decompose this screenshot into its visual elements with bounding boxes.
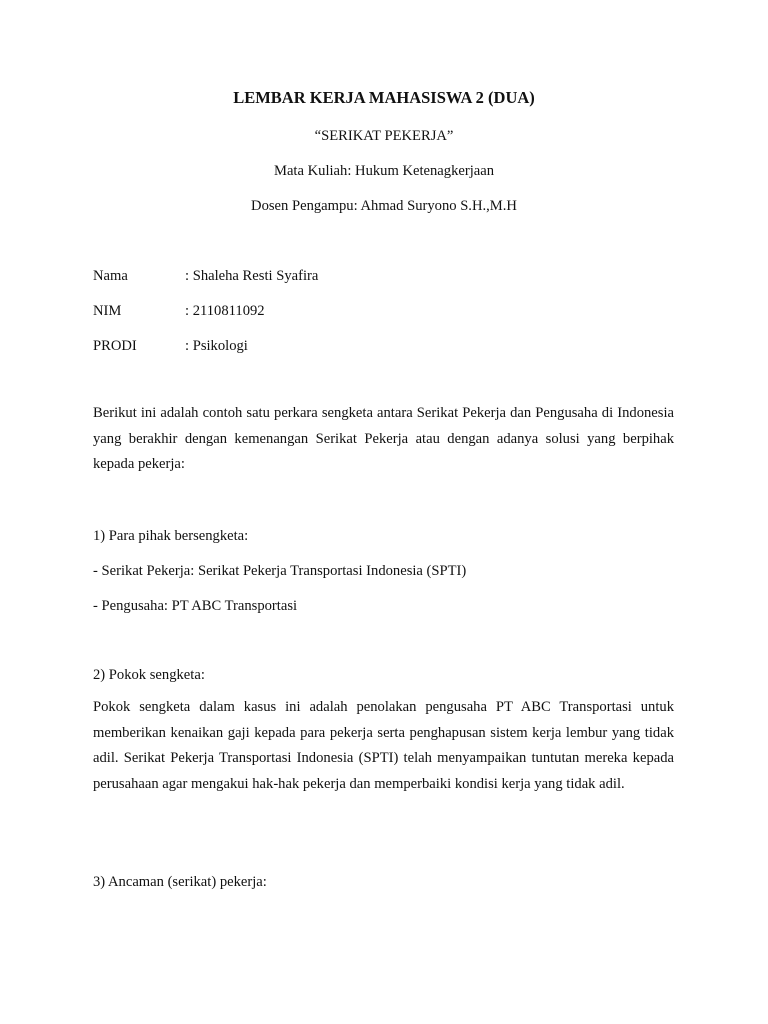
name-value: : Shaleha Resti Syafira [185,268,319,284]
section1-item-union: - Serikat Pekerja: Serikat Pekerja Transportasi Indonesia (SPTI) [93,563,467,579]
section1-item-employer: - Pengusaha: PT ABC Transportasi [93,598,298,614]
nim-label: NIM [93,303,122,319]
document-title: LEMBAR KERJA MAHASISWA 2 (DUA) [233,88,535,107]
lecturer-line: Dosen Pengampu: Ahmad Suryono S.H.,M.H [251,198,517,214]
prodi-value: : Psikologi [185,338,248,354]
section3-heading: 3) Ancaman (serikat) pekerja: [93,874,267,890]
name-label: Nama [93,268,128,284]
section2-heading: 2) Pokok sengketa: [93,667,205,683]
document-subtitle: “SERIKAT PEKERJA” [314,128,454,144]
intro-paragraph: Berikut ini adalah contoh satu perkara sengketa antara Serikat Pekerja dan Pengusaha di Indonesia yang berakhir dengan kemenangan Serikat Pekerja atau dengan adanya solusi yang berpihak kepada pekerja: [93,405,674,472]
nim-value: : 2110811092 [185,303,265,319]
prodi-label: PRODI [93,338,137,354]
course-line: Mata Kuliah: Hukum Ketenagkerjaan [273,163,495,179]
section2-paragraph: Pokok sengketa dalam kasus ini adalah penolakan pengusaha PT ABC Transportasi untuk memberikan kenaikan gaji kepada para pekerja serta penghapusan sistem kerja lembur yang tidak adil. Serikat Pekerja Transportasi Indonesia (SPTI) telah menyampaikan tuntutan mereka kepada perusahaan agar mengakui hak-hak pekerja dan memperbaiki kondisi kerja yang tidak adil. [93,699,674,792]
section1-heading: 1) Para pihak bersengketa: [93,528,249,544]
